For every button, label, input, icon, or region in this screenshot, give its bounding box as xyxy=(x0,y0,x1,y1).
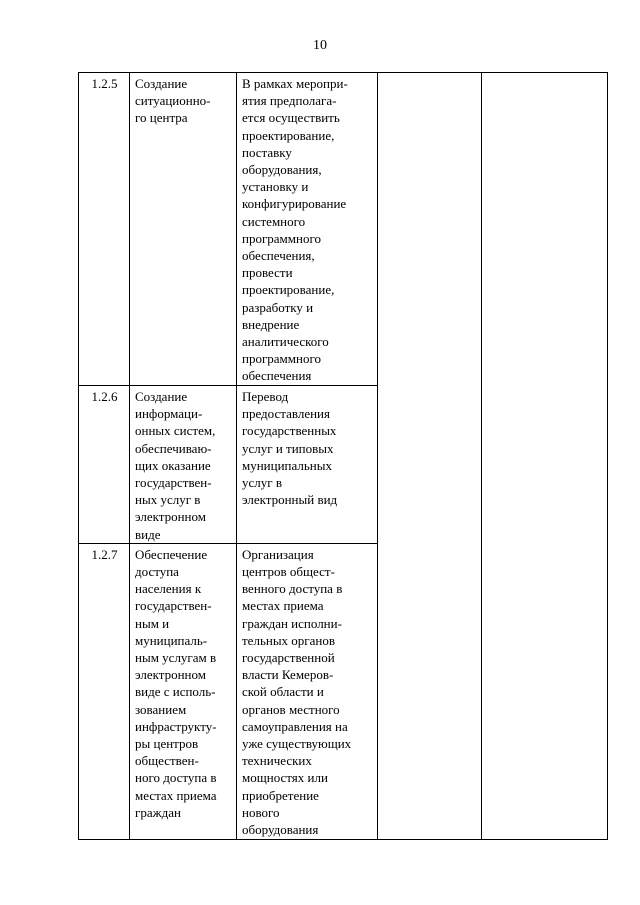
measure-name: Создание информаци- онных систем, обеспечиваю- щих оказание государствен- ных услуг в электронном виде xyxy=(130,386,237,544)
measure-description: Организация центров общест- венного доступа в местах приема граждан исполни- тельных органов государственной власти Кемеров- ской области и органов местного самоуправления на уже существующих технических мощностях или приобретение нового оборудования xyxy=(237,543,378,839)
measure-description: В рамках меропри- ятия предполага- ется осуществить проектирование, поставку оборудования, установку и конфигурирование системного программного обеспечения, провести проектирование, разработку и внедрение аналитического программного обеспечения xyxy=(237,73,378,386)
row-number: 1.2.5 xyxy=(79,73,130,386)
measures-table xyxy=(78,72,608,840)
measure-name: Обеспечение доступа населения к государствен- ным и муниципаль- ным услугам в электронном виде с исполь- зованием инфраструкту- ры центров обществен- ного доступа в местах приема граждан xyxy=(130,543,237,839)
empty-cell-col4 xyxy=(378,73,482,840)
measure-name: Создание ситуационно- го центра xyxy=(130,73,237,386)
row-number: 1.2.6 xyxy=(79,386,130,544)
page-number: 10 xyxy=(313,38,327,53)
table-row xyxy=(79,73,608,386)
row-number: 1.2.7 xyxy=(79,543,130,839)
empty-cell-col5 xyxy=(482,73,608,840)
measure-description: Перевод предоставления государственных услуг и типовых муниципальных услуг в электронный вид xyxy=(237,386,378,544)
